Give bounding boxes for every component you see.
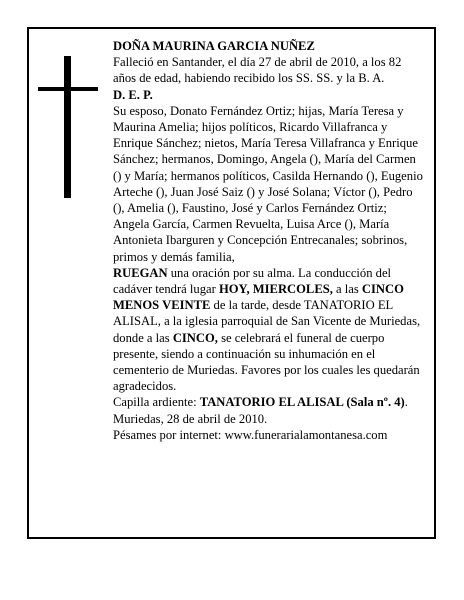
ruegan-time: CINCO MENOS VEINTE (113, 282, 404, 313)
capilla-end: . (404, 395, 408, 410)
ruegan-day: HOY, MIERCOLES, (218, 282, 333, 297)
capilla-place: TANATORIO EL ALISAL (Sala nº. 4) (199, 395, 405, 410)
ruegan-paragraph (113, 265, 425, 395)
dep-label: D. E. P. (113, 87, 153, 102)
place-date: Muriedas, 28 de abril de 2010. (113, 411, 268, 426)
cross-horizontal-bar (38, 87, 98, 91)
ruegan-funeral-time: CINCO, (172, 330, 218, 345)
ruegan-text-1: una oración por su alma. La conducción del cadáver tendrá lugar (113, 265, 392, 297)
deceased-name: DOÑA MAURINA GARCIA NUÑEZ (113, 39, 315, 53)
cross-vertical-bar (64, 56, 71, 198)
obituary-text (113, 38, 425, 443)
ruegan-text-4: se celebrará el funeral de cuerpo presente, siendo a continuación su inhumación en el cementerio de Muriedas. Favores por los cuales les quedarán agradecidos. (113, 330, 420, 394)
capilla-label: Capilla ardiente: (113, 395, 200, 410)
ruegan-word: RUEGAN (113, 265, 168, 280)
condolences: Pésames por internet: www.funerarialamontanesa.com (113, 427, 388, 442)
family-list: Su esposo, Donato Fernández Ortiz; hijas, María Teresa y Maurina Amelia; hijos políticos, Ricardo Villafranca y Enrique Sánchez; nietos, María Teresa Villafranca y Enrique Sánchez; hermanos, Domingo, Angela (), María del Carmen () y María; hermanos políticos, Casilda Hernando (), Eugenio Arteche (), Juan José Saiz () y José Solana; Víctor (), Pedro (), Amelia (), Faustino, José y Carlos Fernández Ortiz; Angela García, Carmen Revuelta, Luisa Arce (), María Antonieta Ibarguren y Concepción Entrecanales; sobrinos, primos y demás familia, (113, 103, 423, 264)
cross-icon (38, 56, 98, 198)
death-notice: Falleció en Santander, el día 27 de abril de 2010, a los 82 años de edad, habiendo recibido los SS. SS. y la B. A. (113, 55, 402, 86)
ruegan-text-3: de la tarde, desde TANATORIO EL ALISAL, a la iglesia parroquial de San Vicente de Muriedas, donde a las (113, 298, 421, 345)
capilla-ardiente (113, 394, 425, 410)
ruegan-text-2: a las (332, 282, 362, 297)
